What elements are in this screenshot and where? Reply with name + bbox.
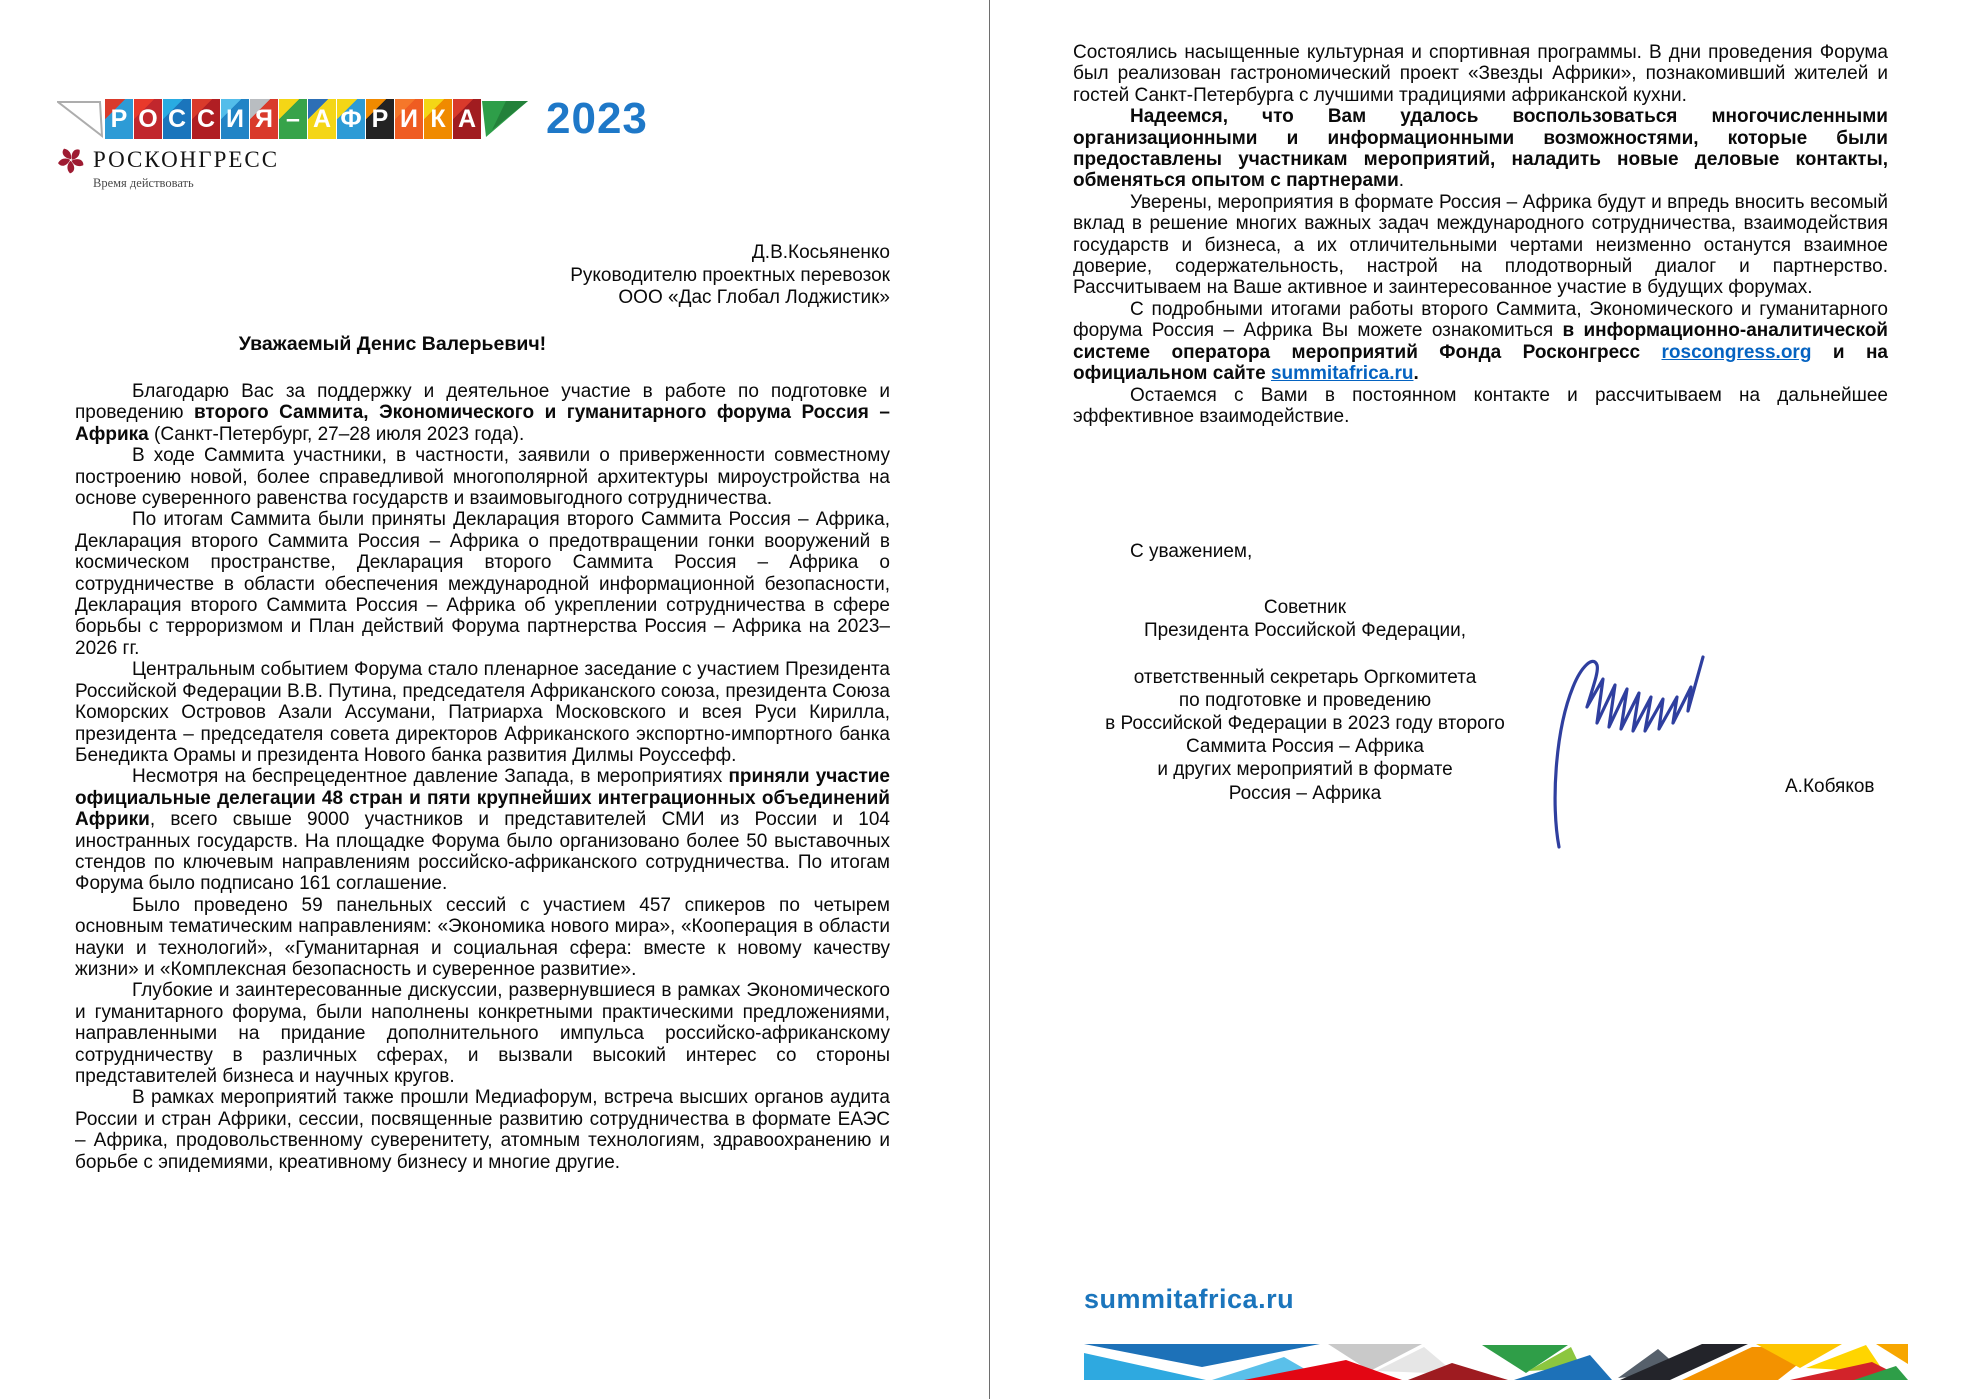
signer-title-block: [1060, 596, 1550, 805]
text: Состоялись насыщенные культурная и спортивная программы. В дни проведения Форума был реализован гастрономический проект «Звезды Африки», познакомивший жителей и гостей Санкт-Петербурга с лучшими традициями африканской кухни.: [1073, 42, 1888, 106]
signer-title-line: в Российской Федерации в 2023 году второго: [1105, 713, 1505, 734]
text: Центральным событием Форума стало пленарное заседание с участием Президента Российской Федерации В.В. Путина, председателя Африканского союза, президента Союза Коморских Островов Азали Ассумани, Патриарха Московского и всея Руси Кирилла, президента – председателя совета директоров Африканского экспортно-импортного банка Бенедикта Орамы и президента Нового банка развития Дилмы Роуссефф.: [75, 659, 890, 766]
bold-text: в информационно-аналитической системе оператора мероприятий Фонда Росконгресс: [1073, 320, 1888, 363]
paragraph: [75, 445, 890, 509]
text: Было проведено 59 панельных сессий с участием 457 спикеров по четырем основным тематическим направлениям: «Экономика нового мира», «Кооперация в области науки и технологий», «Гуманитарная и социальная сфера: вместе к новому качеству жизни» и «Комплексная безопасность и суверенное развитие».: [75, 894, 890, 980]
signer-title-line: [1060, 642, 1550, 665]
roscongress-tagline: Время действовать: [93, 176, 194, 190]
summitafrica-ru-link[interactable]: summitafrica.ru: [1270, 363, 1414, 385]
paragraph: [1073, 192, 1888, 299]
roscongress-wordmark: РОСКОНГРЕСС: [93, 147, 280, 172]
letter-body-right: [1073, 42, 1888, 427]
signer-title-line: ответственный секретарь Оргкомитета: [1133, 666, 1477, 688]
text: По итогам Саммита были приняты Декларация второго Саммита Россия – Африка, Декларация второго Саммита Россия – Африка о предотвращении гонки вооружений в космическом пространстве, Декларация второго Саммита Россия – Африка о сотрудничестве в области обеспечения международной информационной безопасности, Декларация второго Саммита Россия – Африка об укреплении сотрудничества в сфере борьбы с терроризмом и План действий Форума партнерства Россия – Африка на 2023–2026 гг.: [75, 509, 890, 659]
page-right: [990, 0, 1980, 1399]
russia-africa-logo: [57, 94, 648, 143]
logo-letter-tile: Ф: [337, 99, 365, 139]
green-triangle-icon: [482, 99, 530, 139]
letter-body-left: [75, 381, 890, 1173]
logo-letter-tile: С: [192, 99, 220, 139]
text: В ходе Саммита участники, в частности, заявили о приверженности совместному построению новой, более справедливой многополярной архитектуры мироустройства на основе суверенного равенства государств и взаимовыгодного сотрудничества.: [75, 445, 890, 510]
paragraph: [1073, 385, 1888, 428]
signer-title-line: по подготовке и проведению: [1178, 689, 1432, 711]
text: Глубокие и заинтересованные дискуссии, развернувшиеся в рамках Экономического и гуманитарного форума, были наполнены конкретными практическими предложениями, направленными на придание дополнительного импульса российско-африканскому сотрудничеству в различных сферах, и вызвали высокий интерес со стороны представителей бизнеса и научных кругов.: [75, 980, 890, 1087]
logo-year: 2023: [546, 94, 648, 143]
flag-arrow-icon: [57, 99, 103, 139]
paragraph: [75, 980, 890, 1087]
text: Уверены, мероприятия в формате Россия – Африка будут и впредь вносить весомый вклад в решение многих важных задач международного сотрудничества, взаимодействия государств и бизнеса, а их отличительными чертами неизменно останутся взаимное доверие, содержательность, настрой на плодотворный диалог и партнерство. Рассчитываем на Ваше активное и заинтересованное участие в будущих форумах.: [1073, 191, 1888, 299]
text: , всего свыше 9000 участников и представителей СМИ из России и 104 иностранных государств. На площадке Форума было организовано более 50 выставочных стендов по ключевым направлениям российско-африканского сотрудничества. По итогам Форума было подписано 161 соглашение.: [75, 809, 890, 895]
paragraph: [1073, 42, 1888, 106]
signer-title-line: и других мероприятий в формате: [1157, 759, 1453, 781]
text: Благодарю Вас за поддержку и деятельное участие в работе по подготовке и проведению: [75, 381, 890, 424]
logo-letter-tile: Я: [250, 99, 278, 139]
logo-letter-tile: Р: [366, 99, 394, 139]
bold-text: и на официальном сайте: [1073, 341, 1888, 385]
bold-text: .: [1413, 363, 1419, 385]
paragraph: [75, 1087, 890, 1173]
text: (Санкт-Петербург, 27–28 июля 2023 года).: [148, 423, 525, 445]
logo-letter-tile: А: [453, 99, 481, 139]
logo-letter-tile: К: [424, 99, 452, 139]
bold-text: второго Саммита, Экономического и гуманитарного форума Россия – Африка: [75, 402, 890, 445]
closing-phrase: С уважением,: [1130, 541, 1253, 562]
addressee-name: Д.В.Косьяненко: [751, 242, 890, 263]
roscongress-org-link[interactable]: roscongress.org: [1661, 341, 1812, 363]
paragraph: [75, 766, 890, 894]
logo-letter-tile: –: [279, 99, 307, 139]
signer-name: А.Кобяков: [1785, 776, 1875, 797]
brand-stripe: [1084, 1340, 1908, 1387]
signer-title-line: Россия – Африка: [1228, 782, 1382, 804]
paragraph: [1073, 299, 1888, 385]
logo-letter-tile: Р: [105, 99, 133, 139]
addressee-company: ООО «Дас Глобал Лоджистик»: [618, 287, 890, 308]
roscongress-pinwheel-icon: [57, 146, 85, 174]
addressee-position: Руководителю проектных перевозок: [570, 264, 890, 286]
paragraph: [1073, 106, 1888, 192]
summitafrica-site-logo: summitafrica.ru: [1084, 1284, 1295, 1314]
addressee-block: [570, 242, 890, 310]
text: Остаемся с Вами в постоянном контакте и рассчитываем на дальнейшее эффективное взаимодействие.: [1073, 384, 1888, 427]
paragraph: [75, 381, 890, 445]
bold-text: Надеемся, что Вам удалось воспользоваться многочисленными организационными и информационными возможностями, которые были предоставлены участникам мероприятий, наладить новые деловые контакты, обменяться опытом с партнерами: [1073, 106, 1888, 192]
handwritten-signature: [1545, 635, 1735, 855]
text: В рамках мероприятий также прошли Медиафорум, встреча высших органов аудита России и стран Африки, сессии, посвященные развитию сотрудничества в формате ЕАЭС – Африка, продовольственному суверенитету, атомным технологиям, здравоохранению и борьбе с эпидемиями, креативному бизнесу и многие другие.: [75, 1087, 890, 1173]
salutation: Уважаемый Денис Валерьевич!: [238, 333, 547, 355]
text: .: [1398, 170, 1405, 192]
paragraph: [75, 659, 890, 766]
russia-africa-wordmark-tiles: [105, 99, 481, 139]
signer-title-line: Советник: [1263, 597, 1347, 618]
logo-letter-tile: И: [395, 99, 423, 139]
logo-letter-tile: И: [221, 99, 249, 139]
logo-letter-tile: О: [134, 99, 162, 139]
bold-text: приняли участие официальные делегации 48 стран и пяти крупнейших интеграционных объединений Африки: [75, 766, 890, 831]
text: Несмотря на беспрецедентное давление Запада, в мероприятиях: [132, 766, 729, 788]
text: С подробными итогами работы второго Саммита, Экономического и гуманитарного форума Россия – Африка Вы можете ознакомиться: [1073, 298, 1888, 342]
paragraph: [75, 509, 890, 659]
paragraph: [75, 895, 890, 981]
roscongress-logo: [57, 146, 279, 191]
signer-title-line: Саммита Россия – Африка: [1185, 736, 1424, 758]
signer-title-line: Президента Российской Федерации,: [1143, 620, 1467, 642]
logo-letter-tile: А: [308, 99, 336, 139]
logo-letter-tile: С: [163, 99, 191, 139]
